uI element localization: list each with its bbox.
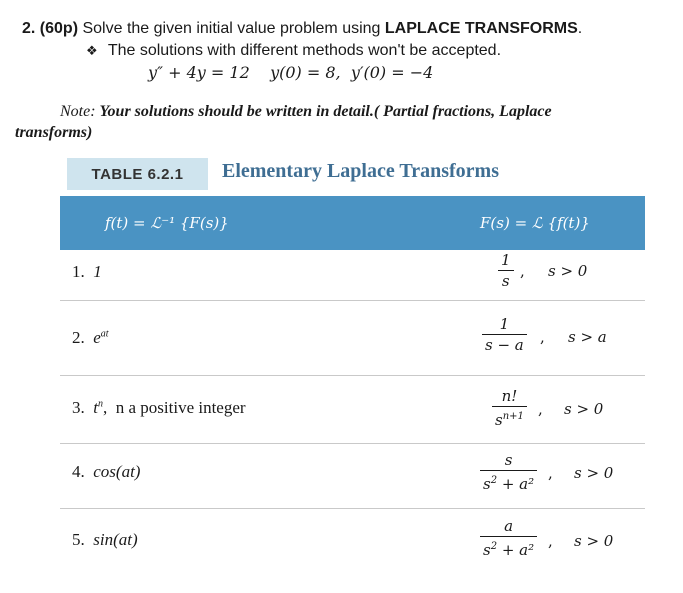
fraction-denominator: s bbox=[501, 272, 510, 290]
row-function-exponent: n bbox=[97, 398, 103, 410]
table-row-1-transform bbox=[498, 252, 514, 289]
fraction-denominator: s − a bbox=[485, 336, 524, 354]
row-divider bbox=[60, 508, 645, 509]
table-row-2-function bbox=[72, 328, 109, 348]
fraction-numerator: a bbox=[504, 517, 514, 535]
problem-points: (60p) bbox=[39, 20, 79, 37]
fraction-numerator: 1 bbox=[499, 315, 510, 333]
table-row-3-function bbox=[72, 398, 246, 418]
row-number: 1. bbox=[72, 262, 85, 281]
denominator-rest: + a² bbox=[497, 541, 535, 559]
row-function-exponent: at bbox=[100, 328, 109, 340]
fraction-numerator: s bbox=[504, 451, 513, 469]
row-function: t bbox=[93, 398, 98, 417]
fraction-denominator bbox=[480, 537, 537, 558]
diamond-bullet-icon: ❖ bbox=[86, 43, 98, 58]
table-row-5-transform bbox=[480, 518, 537, 558]
table-row-3-transform bbox=[492, 388, 527, 428]
fraction-denominator bbox=[492, 407, 527, 428]
table-row-1-function bbox=[72, 262, 102, 282]
row-divider bbox=[60, 443, 645, 444]
problem-statement bbox=[22, 20, 582, 38]
denominator-exponent: 2 bbox=[490, 475, 498, 486]
table-row-5-condition: s > 0 bbox=[574, 532, 614, 550]
table-row-3-condition: s > 0 bbox=[564, 400, 604, 418]
problem-text: Solve the given initial value problem using bbox=[82, 20, 381, 37]
denominator-rest: + a² bbox=[497, 475, 535, 493]
row-number: 2. bbox=[72, 328, 85, 347]
comma: , bbox=[548, 464, 553, 482]
header-right: F(s) = ℒ {f(t)} bbox=[480, 214, 590, 232]
row-function: e bbox=[93, 328, 101, 347]
problem-equation: y″ + 4y = 12 y(0) = 8, y′(0) = −4 bbox=[148, 63, 434, 82]
table-row-2-transform bbox=[482, 316, 527, 353]
denominator-base: s bbox=[495, 411, 503, 429]
table-row-5-function bbox=[72, 530, 138, 550]
row-function: 1 bbox=[93, 262, 102, 281]
table-row-4-condition: s > 0 bbox=[574, 464, 614, 482]
header-left: f(t) = ℒ⁻¹ {F(s)} bbox=[105, 214, 229, 232]
row-number: 5. bbox=[72, 530, 85, 549]
table-row-4-transform bbox=[480, 452, 537, 492]
comma: , bbox=[538, 400, 543, 418]
fraction-denominator bbox=[480, 471, 537, 492]
table-title: Elementary Laplace Transforms bbox=[222, 160, 500, 182]
problem-text-end: . bbox=[577, 20, 583, 37]
fraction-numerator: n! bbox=[501, 387, 518, 405]
table-header bbox=[60, 196, 645, 250]
problem-method: LAPLACE TRANSFORMS bbox=[384, 20, 578, 37]
comma: , bbox=[548, 532, 553, 550]
denominator-exponent: 2 bbox=[490, 541, 498, 552]
row-function: cos(at) bbox=[93, 462, 141, 481]
row-divider bbox=[60, 300, 645, 301]
table-row-2-condition: s > a bbox=[568, 328, 607, 346]
note-prefix: Note: bbox=[60, 103, 96, 120]
note-line-2: transforms) bbox=[15, 124, 93, 141]
table-label: TABLE 6.2.1 bbox=[67, 158, 208, 190]
problem-number: 2. bbox=[22, 20, 36, 37]
denominator-base: s bbox=[483, 541, 491, 559]
bullet-text: The solutions with different methods won't be accepted. bbox=[107, 42, 502, 59]
table-row-1-condition: s > 0 bbox=[548, 262, 588, 280]
row-number: 4. bbox=[72, 462, 85, 481]
denominator-exponent: n+1 bbox=[502, 411, 524, 422]
note-line-1 bbox=[60, 103, 552, 121]
problem-bullet bbox=[86, 42, 501, 60]
fraction-numerator: 1 bbox=[501, 251, 511, 269]
denominator-base: s bbox=[483, 475, 491, 493]
table-row-4-function bbox=[72, 462, 140, 482]
row-function-note: , n a positive integer bbox=[102, 398, 246, 417]
row-function: sin(at) bbox=[93, 530, 138, 549]
row-divider bbox=[60, 375, 645, 376]
note-text: Your solutions should be written in detail.( Partial fractions, Laplace bbox=[99, 103, 552, 120]
comma: , bbox=[540, 328, 545, 346]
row-number: 3. bbox=[72, 398, 85, 417]
comma: , bbox=[520, 262, 525, 280]
